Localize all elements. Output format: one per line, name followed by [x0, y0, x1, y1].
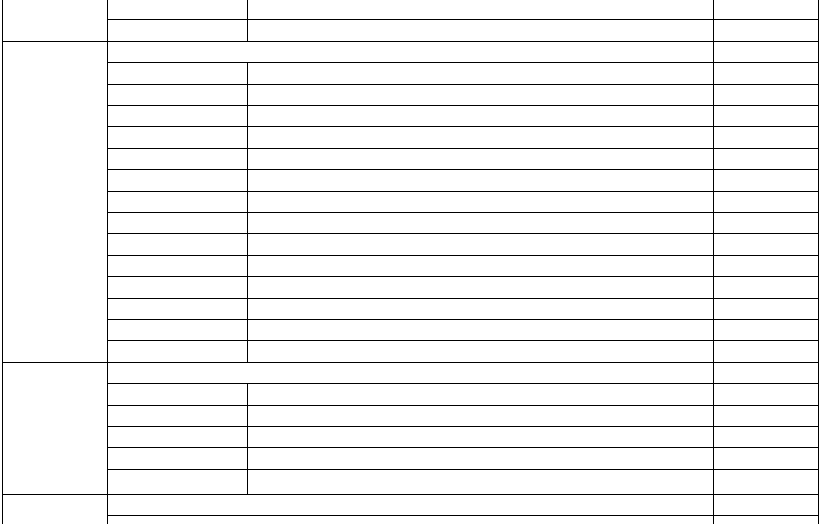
mek-note: [713, 405, 818, 426]
program-code: [107, 148, 247, 169]
program-code: [107, 340, 247, 361]
program-name: [247, 447, 713, 468]
mek-note: [713, 447, 818, 468]
program-name: [247, 84, 713, 105]
program-code: [107, 298, 247, 319]
program-name: [247, 255, 713, 276]
grid-line: [247, 0, 248, 41]
mek-note: [713, 126, 818, 147]
program-code: [107, 447, 247, 468]
program-code: [107, 191, 247, 212]
grid-line: [2, 494, 819, 495]
program-name: [247, 340, 713, 361]
program-code: [107, 469, 247, 494]
mek-note: [713, 212, 818, 233]
mek-note: [713, 340, 818, 361]
program-name: [247, 62, 713, 83]
program-name: [247, 126, 713, 147]
program-code: [107, 62, 247, 83]
mek-note: [713, 84, 818, 105]
program-code: [107, 126, 247, 147]
mek-note: [713, 191, 818, 212]
program-name: [247, 0, 713, 19]
program-name: [247, 298, 713, 319]
program-code: [107, 383, 247, 404]
program-code: [107, 276, 247, 297]
mek-note: [713, 255, 818, 276]
mek-note: [713, 169, 818, 190]
grid-line: [107, 0, 108, 524]
program-name: [247, 383, 713, 404]
program-code: [107, 255, 247, 276]
grid-line: [2, 41, 819, 42]
program-name: [247, 191, 713, 212]
grid-line: [818, 0, 819, 524]
program-code: [107, 319, 247, 340]
program-code: [107, 233, 247, 254]
category-title: [107, 362, 713, 383]
grid-line: [713, 0, 714, 524]
mek-note: [713, 319, 818, 340]
program-code: [107, 169, 247, 190]
program-code: [107, 0, 247, 19]
program-name: [247, 405, 713, 426]
program-name: [247, 169, 713, 190]
grid-line: [2, 0, 3, 524]
program-name: [247, 148, 713, 169]
program-name: [247, 319, 713, 340]
program-name: [247, 426, 713, 447]
program-code: [107, 84, 247, 105]
program-name: [247, 105, 713, 126]
program-code: [107, 105, 247, 126]
mek-note: [713, 0, 818, 19]
program-code: [107, 212, 247, 233]
grid-line: [2, 362, 819, 363]
program-code: [107, 19, 247, 40]
program-code: [107, 426, 247, 447]
mek-note: [713, 233, 818, 254]
category-title: [107, 494, 713, 515]
program-name: [247, 233, 713, 254]
program-name: [247, 469, 713, 494]
mek-note: [713, 276, 818, 297]
mek-note: [713, 62, 818, 83]
program-name: [247, 212, 713, 233]
grid-line: [247, 62, 248, 362]
program-name: [247, 276, 713, 297]
program-name: [247, 19, 713, 40]
grid-line: [247, 383, 248, 494]
mek-note: [713, 426, 818, 447]
mek-note: [713, 383, 818, 404]
program-code: [107, 405, 247, 426]
mek-note: [713, 469, 818, 494]
mek-note: [713, 19, 818, 40]
mek-note: [713, 105, 818, 126]
mek-note: [713, 298, 818, 319]
mek-note: [713, 148, 818, 169]
category-title: [107, 41, 713, 62]
